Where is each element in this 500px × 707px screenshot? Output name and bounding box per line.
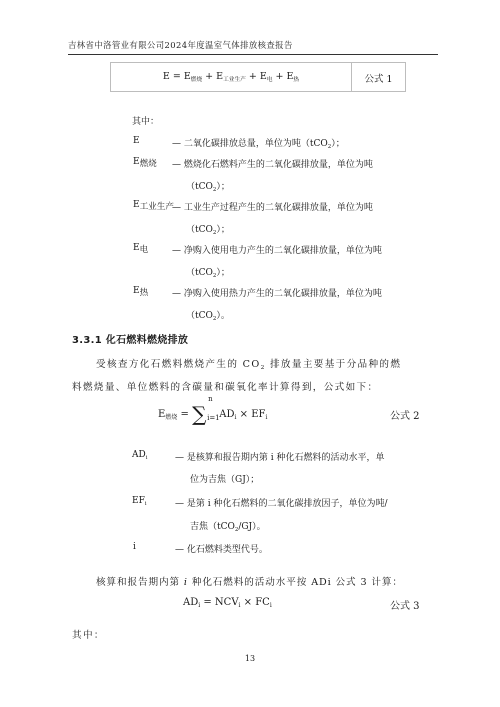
formula-2: $E_{燃烧}$ = ∑ n i=1 $AD_i \times EF_i$ (158, 395, 268, 426)
def-E-industry-symbol: $E_{工业生产}$ (133, 200, 174, 212)
def-E-electricity-text: — 净购入使用电力产生的二氧化碳排放量，单位为吨 (172, 246, 382, 256)
def-E-electricity-unit: （tCO$_2$）； (186, 268, 230, 279)
section-number: 3.3.1 (72, 335, 102, 346)
def-EF-unit: 吉焦（tCO$_2$/GJ）。 (190, 522, 266, 533)
def-AD-symbol: $AD_i$ (132, 450, 148, 461)
def-E-industry-unit: （tCO$_2$）； (186, 225, 230, 236)
def-E-burn-text: — 燃烧化石燃料产生的二氧化碳排放量，单位为吨 (172, 160, 373, 170)
def-EF-text: — 是第 i 种化石燃料的二氧化碳排放因子，单位为吨/ (175, 499, 388, 509)
section-heading (72, 331, 188, 346)
def-i-symbol: i (133, 542, 136, 552)
def-E-burn-unit: （tCO$_2$）； (186, 182, 230, 193)
where-label-1: 其中： (132, 117, 160, 127)
def-i-text: — 化石燃料类型代号。 (175, 545, 268, 555)
def-EF-symbol: $EF_i$ (132, 496, 147, 507)
def-E-industry-text: — 工业生产过程产生的二氧化碳排放量，单位为吨 (172, 203, 373, 213)
formula-2-label: 公式 2 (390, 411, 420, 422)
formula-3-label: 公式 3 (390, 601, 420, 612)
formula-1: $E = E_{燃烧} + E_{工业生产} + E_电 + E_热$ (162, 71, 300, 83)
sum-symbol: ∑ (192, 402, 207, 426)
paragraph-2: 核算和报告期内第 i 种化石燃料的活动水平按 ADi 公式 3 计算： (96, 577, 403, 588)
formula-3: $AD_i = NCV_i \times FC_i$ (183, 597, 272, 609)
header-title: 吉林省中洛管业有限公司2024年度温室气体排放核查报告 (68, 40, 293, 50)
page-header (68, 40, 438, 55)
section-title: 化石燃料燃烧排放 (105, 335, 189, 346)
def-E-electricity-symbol: $E_电$ (133, 243, 149, 255)
where-label-2: 其中： (72, 630, 105, 641)
formula-1-box (110, 62, 406, 92)
formula-1-label: 公式 1 (364, 74, 393, 85)
page-number: 13 (244, 654, 256, 663)
def-E-heat-text: — 净购入使用热力产生的二氧化碳排放量，单位为吨 (172, 289, 382, 299)
def-E-heat-symbol: $E_热$ (133, 286, 149, 298)
paragraph-1-line-1: 受核查方化石燃料燃烧产生的 $CO_2$ 排放量主要基于分品种的燃 (96, 359, 402, 371)
def-E-heat-unit: （tCO$_2$）。 (186, 311, 230, 322)
def-AD-text: — 是核算和报告期内第 i 种化石燃料的活动水平，单 (175, 453, 385, 463)
def-E-text: — 二氧化碳排放总量，单位为吨（tCO$_2$）； (172, 139, 345, 150)
def-AD-unit: 位为吉焦（GJ）； (190, 475, 260, 485)
def-E-symbol: E (133, 136, 140, 146)
def-E-burn-symbol: $E_{燃烧}$ (133, 157, 157, 169)
paragraph-1-line-2: 料燃烧量、单位燃料的含碳量和碳氧化率计算得到，公式如下： (72, 382, 379, 393)
